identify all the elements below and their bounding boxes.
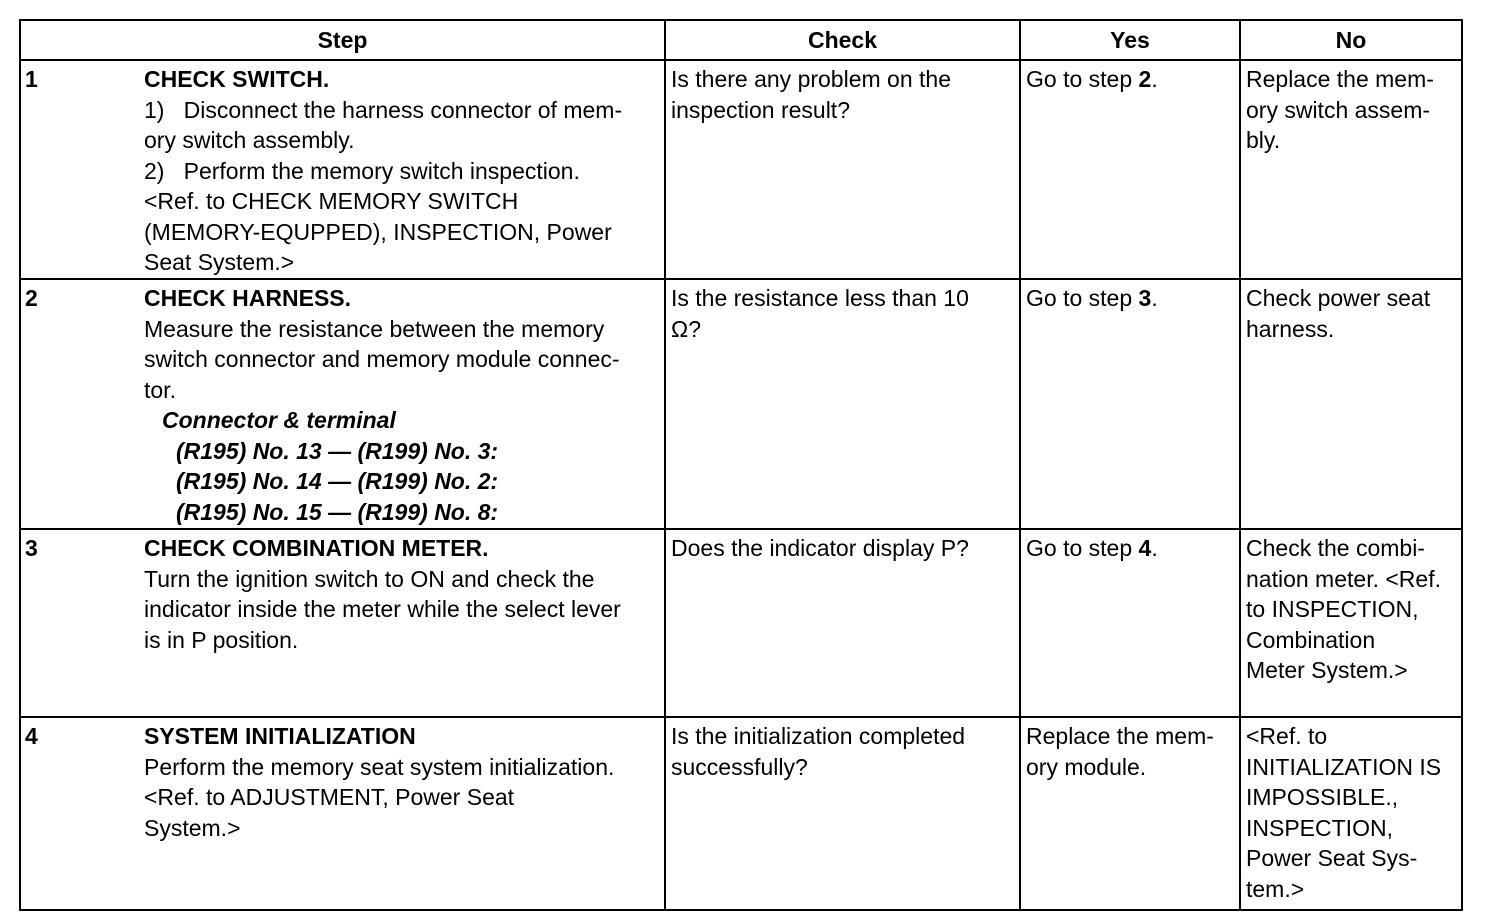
- step-cell: [20, 717, 665, 910]
- table-row: [20, 279, 1462, 529]
- no-line: ory switch assem-: [1246, 96, 1431, 123]
- step-line: Seat System.>: [144, 249, 295, 275]
- no-line: bly.: [1246, 127, 1281, 153]
- step-line: 1) Disconnect the harness connector of mem-: [144, 96, 623, 123]
- check-line: Does the indicator display P?: [671, 535, 969, 561]
- check-line: inspection result?: [671, 96, 850, 123]
- yes-suffix: .: [1151, 285, 1158, 311]
- yes-step-number: 3: [1138, 285, 1152, 311]
- no-cell: [1240, 60, 1462, 279]
- step-cell: [20, 529, 665, 717]
- step-line: 2) Perform the memory switch inspection.: [144, 157, 580, 184]
- header-no: No: [1240, 20, 1462, 60]
- step-line: System.>: [144, 814, 241, 841]
- yes-cell: [1020, 60, 1240, 279]
- no-line: harness.: [1246, 315, 1335, 342]
- no-cell: [1240, 279, 1462, 529]
- step-number: 1: [25, 66, 38, 92]
- table-row: [20, 529, 1462, 717]
- step-title: SYSTEM INITIALIZATION: [144, 723, 416, 749]
- no-line: INITIALIZATION IS: [1246, 753, 1442, 780]
- yes-step-number: 2: [1138, 66, 1152, 92]
- yes-cell: [1020, 529, 1240, 717]
- step-cell: [20, 279, 665, 529]
- check-line: Is the initialization completed: [671, 723, 966, 749]
- step-line: tor.: [144, 376, 176, 403]
- step-line: Perform the memory seat system initialization.: [144, 753, 615, 780]
- step-line: switch connector and memory module connec-: [144, 346, 620, 372]
- check-cell: [665, 717, 1020, 910]
- check-cell: [665, 279, 1020, 529]
- yes-suffix: .: [1151, 66, 1158, 92]
- step-line: <Ref. to CHECK MEMORY SWITCH: [144, 188, 519, 214]
- no-line: Power Seat Sys-: [1246, 845, 1418, 871]
- check-line: successfully?: [671, 753, 808, 780]
- step-line: (MEMORY-EQUPPED), INSPECTION, Power: [144, 218, 612, 245]
- yes-line: Replace the mem-: [1026, 723, 1214, 749]
- no-line: Replace the mem-: [1246, 66, 1434, 92]
- check-cell: [665, 60, 1020, 279]
- table-row: [20, 717, 1462, 910]
- no-line: nation meter. <Ref.: [1246, 565, 1441, 592]
- step-line: Measure the resistance between the memory: [144, 315, 605, 342]
- no-line: tem.>: [1246, 875, 1305, 902]
- diagnostic-table: [19, 19, 1463, 911]
- step-line: is in P position.: [144, 626, 299, 653]
- step-line: Turn the ignition switch to ON and check the: [144, 565, 595, 592]
- yes-prefix: Go to step: [1026, 285, 1139, 311]
- header-step: Step: [20, 20, 665, 60]
- step-number: 2: [25, 285, 38, 311]
- step-title: CHECK HARNESS.: [144, 285, 352, 311]
- connector-line: (R195) No. 13 — (R199) No. 3:: [176, 437, 499, 464]
- step-number: 4: [25, 723, 38, 749]
- yes-cell: [1020, 717, 1240, 910]
- yes-prefix: Go to step: [1026, 535, 1139, 561]
- header-row: [20, 20, 1462, 60]
- no-line: INSPECTION,: [1246, 814, 1393, 841]
- step-title: CHECK COMBINATION METER.: [144, 535, 489, 561]
- step-line: ory switch assembly.: [144, 127, 355, 153]
- connector-line: (R195) No. 14 — (R199) No. 2:: [176, 468, 499, 494]
- step-line: <Ref. to ADJUSTMENT, Power Seat: [144, 784, 515, 810]
- no-line: to INSPECTION,: [1246, 596, 1419, 622]
- check-cell: [665, 529, 1020, 717]
- table-row: [20, 60, 1462, 279]
- no-cell: [1240, 717, 1462, 910]
- no-line: Check the combi-: [1246, 535, 1425, 561]
- yes-step-number: 4: [1138, 535, 1152, 561]
- no-line: Combination: [1246, 626, 1376, 653]
- check-line: Ω?: [671, 315, 701, 342]
- check-line: Is the resistance less than 10: [671, 285, 969, 311]
- step-number: 3: [25, 535, 38, 561]
- no-line: IMPOSSIBLE.,: [1246, 784, 1399, 810]
- header-yes: Yes: [1020, 20, 1240, 60]
- yes-cell: [1020, 279, 1240, 529]
- connector-title: Connector & terminal: [162, 407, 396, 433]
- no-line: <Ref. to: [1246, 723, 1328, 749]
- connector-line: (R195) No. 15 — (R199) No. 8:: [176, 498, 499, 525]
- step-cell: [20, 60, 665, 279]
- check-line: Is there any problem on the: [671, 66, 951, 92]
- no-line: Check power seat: [1246, 285, 1431, 311]
- yes-line: ory module.: [1026, 753, 1147, 780]
- yes-suffix: .: [1151, 535, 1158, 561]
- yes-prefix: Go to step: [1026, 66, 1139, 92]
- header-check: Check: [665, 20, 1020, 60]
- no-line: Meter System.>: [1246, 657, 1408, 683]
- step-line: indicator inside the meter while the select lever: [144, 596, 621, 622]
- step-title: CHECK SWITCH.: [144, 66, 330, 92]
- no-cell: [1240, 529, 1462, 717]
